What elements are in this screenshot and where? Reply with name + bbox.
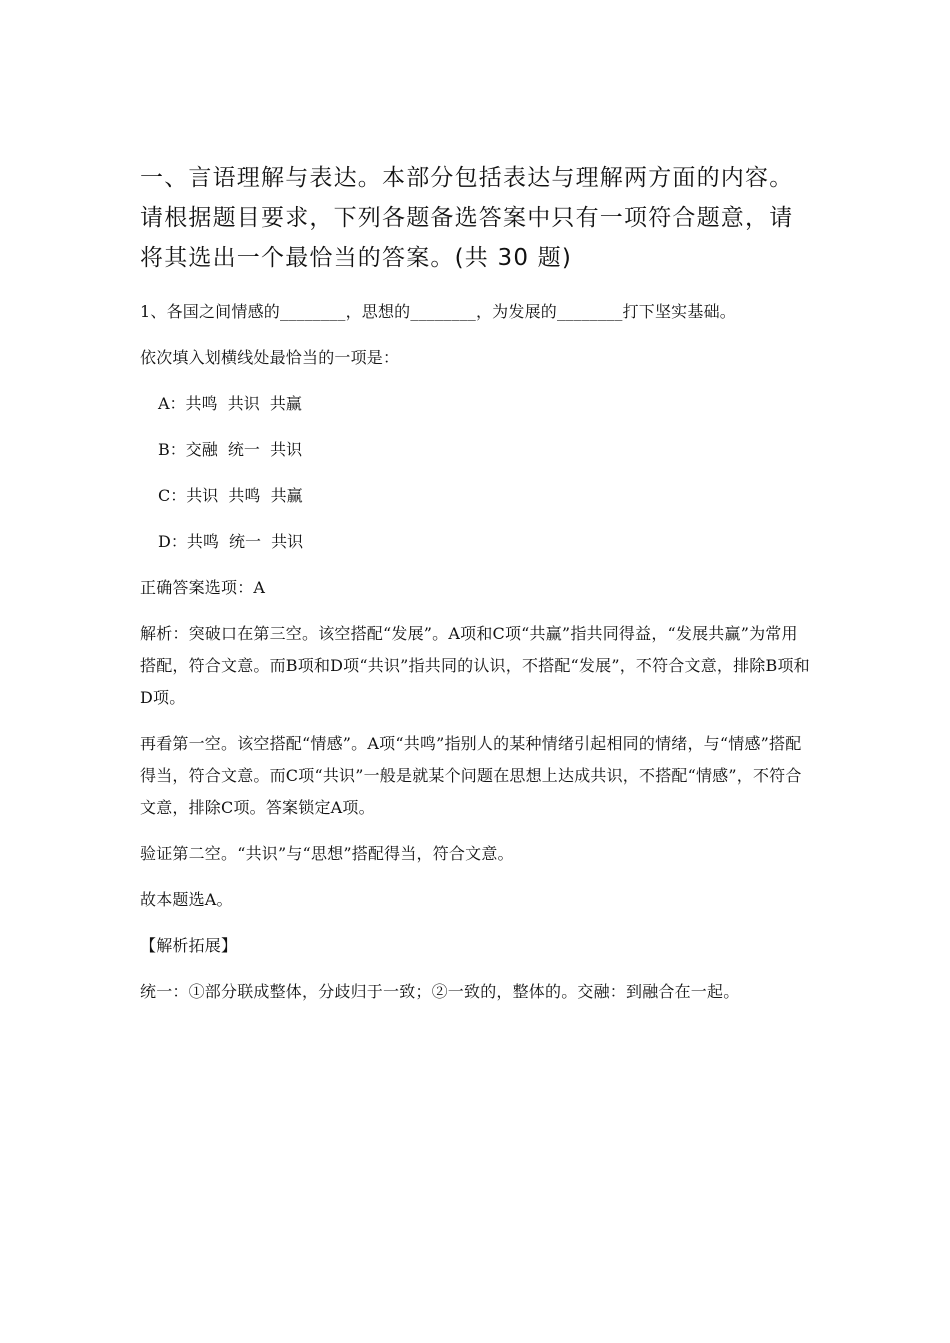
option-b: B：交融 统一 共识 — [158, 440, 303, 459]
analysis-paragraph-2: 再看第一空。该空搭配“情感”。A项“共鸣”指别人的某种情绪引起相同的情绪，与“情感”搭配得当，符合文意。而C项“共识”一般是就某个问题在思想上达成共识，不搭配“情感”，不符合文意，排除C项。答案锁定A项。 — [140, 734, 802, 817]
question-stem: 1、各国之间情感的________，思想的________，为发展的________打下坚实基础。 — [140, 302, 736, 321]
extension-text: 统一：①部分联成整体，分歧归于一致；②一致的，整体的。交融：到融合在一起。 — [140, 982, 740, 1001]
option-c: C：共识 共鸣 共赢 — [158, 486, 303, 505]
extension-heading: 【解析拓展】 — [140, 936, 238, 955]
section-title: 一、言语理解与表达。本部分包括表达与理解两方面的内容。请根据题目要求，下列各题备选答案中只有一项符合题意，请将其选出一个最恰当的答案。(共 30 题) — [140, 165, 794, 271]
option-d: D：共鸣 统一 共识 — [158, 532, 304, 551]
document-page — [140, 158, 810, 1022]
analysis-paragraph-1: 解析：突破口在第三空。该空搭配“发展”。A项和C项“共赢”指共同得益，“发展共赢”为常用搭配，符合文意。而B项和D项“共识”指共同的认识，不搭配“发展”，不符合文意，排除B项和D项。 — [140, 624, 810, 707]
question-prompt: 依次填入划横线处最恰当的一项是： — [140, 348, 400, 367]
correct-answer: 正确答案选项：A — [140, 578, 266, 597]
analysis-paragraph-3: 验证第二空。“共识”与“思想”搭配得当，符合文意。 — [140, 844, 514, 863]
option-a: A：共鸣 共识 共赢 — [158, 394, 302, 413]
analysis-conclusion: 故本题选A。 — [140, 890, 233, 909]
